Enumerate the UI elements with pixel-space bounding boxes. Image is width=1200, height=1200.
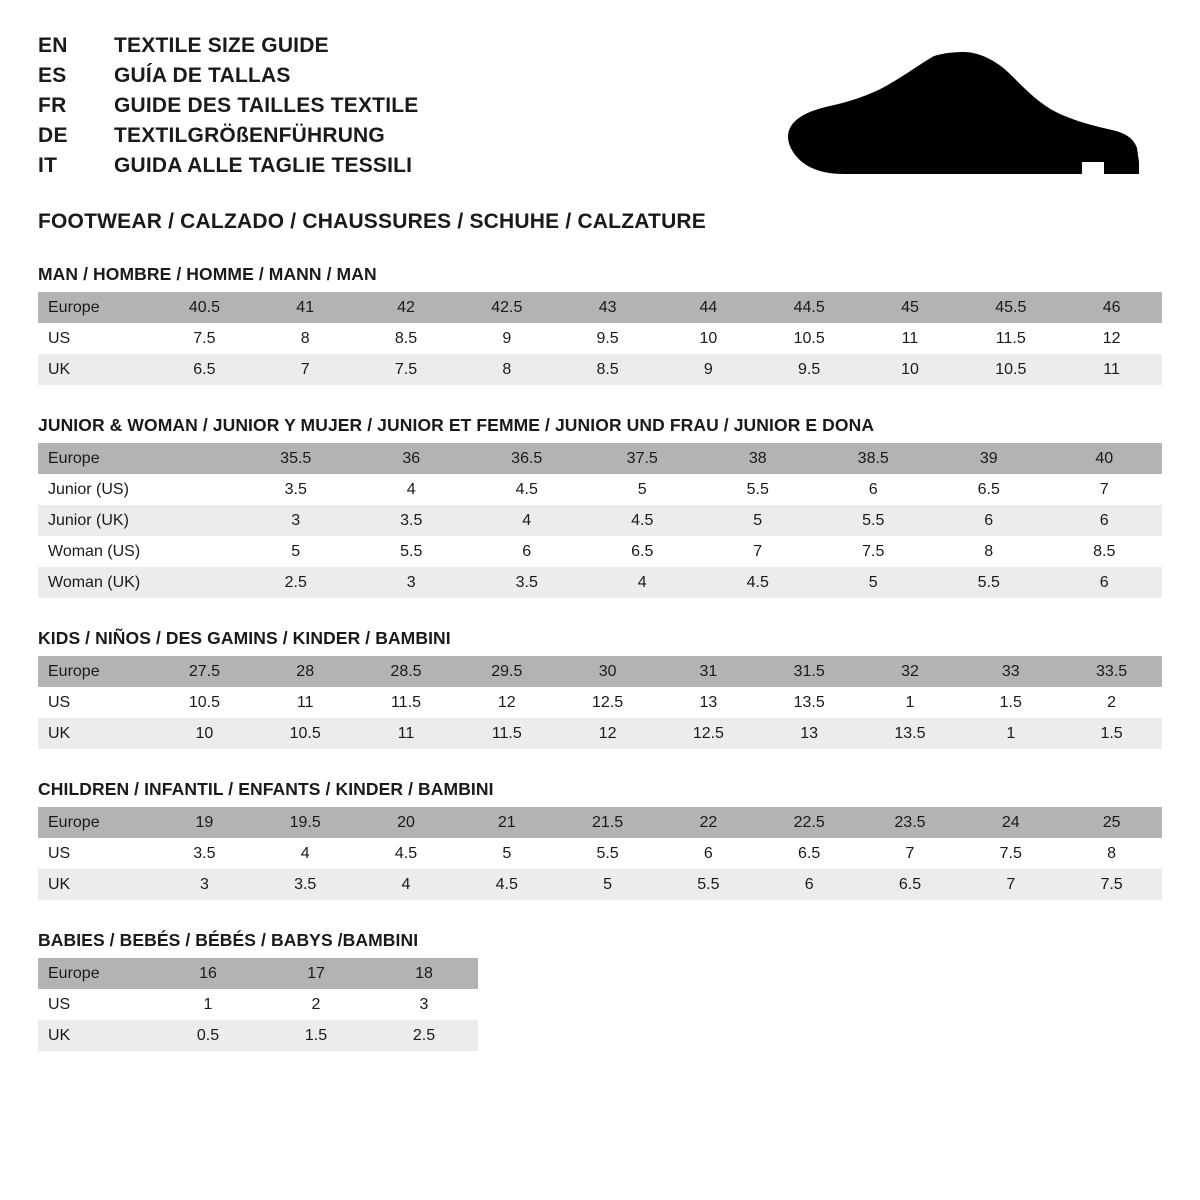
table-title: CHILDREN / INFANTIL / ENFANTS / KINDER / BAMBINI	[38, 779, 494, 799]
cell: 12	[1061, 323, 1162, 354]
cell: 8.5	[557, 354, 658, 385]
cell: 17	[262, 958, 370, 989]
cell: 3.5	[154, 838, 255, 869]
language-code: EN	[38, 34, 68, 57]
cell: 5	[557, 869, 658, 900]
table-row	[38, 443, 1162, 474]
cell: 45.5	[960, 292, 1061, 323]
cell: 7	[700, 536, 816, 567]
cell: 7.5	[356, 354, 457, 385]
table-block-man	[38, 264, 1162, 385]
cell: 41	[255, 292, 356, 323]
row-label: UK	[38, 1020, 154, 1051]
table-title: MAN / HOMBRE / HOMME / MANN / MAN	[38, 264, 377, 284]
cell: 7	[860, 838, 961, 869]
cell: 11	[356, 718, 457, 749]
cell: 8.5	[1047, 536, 1163, 567]
language-title: GUIDA ALLE TAGLIE TESSILI	[114, 154, 413, 177]
table-row	[38, 687, 1162, 718]
cell: 4	[255, 838, 356, 869]
cell: 43	[557, 292, 658, 323]
cell: 44	[658, 292, 759, 323]
table-block-babies	[38, 930, 1162, 1051]
table-title: KIDS / NIÑOS / DES GAMINS / KINDER / BAMBINI	[38, 628, 451, 648]
cell: 38.5	[816, 443, 932, 474]
cell: 5.5	[931, 567, 1047, 598]
table-row	[38, 869, 1162, 900]
cell: 32	[860, 656, 961, 687]
table-row	[38, 354, 1162, 385]
cell: 11.5	[960, 323, 1061, 354]
cell: 27.5	[154, 656, 255, 687]
cell: 19.5	[255, 807, 356, 838]
row-label: UK	[38, 718, 154, 749]
table-block-junior-woman	[38, 415, 1162, 598]
dress-shoe-icon	[782, 44, 1142, 204]
cell: 3.5	[238, 474, 354, 505]
cell: 31	[658, 656, 759, 687]
table-block-children	[38, 779, 1162, 900]
language-code: DE	[38, 124, 68, 147]
cell: 6	[1047, 505, 1163, 536]
cell: 7	[255, 354, 356, 385]
table-row	[38, 807, 1162, 838]
cell: 21	[456, 807, 557, 838]
cell: 3	[370, 989, 478, 1020]
cell: 7.5	[154, 323, 255, 354]
cell: 1.5	[960, 687, 1061, 718]
cell: 0.5	[154, 1020, 262, 1051]
cell: 2.5	[370, 1020, 478, 1051]
table-row	[38, 989, 478, 1020]
cell: 10.5	[255, 718, 356, 749]
cell: 8	[931, 536, 1047, 567]
table-row	[38, 536, 1162, 567]
row-label: Europe	[38, 443, 238, 474]
language-code: ES	[38, 64, 67, 87]
cell: 11	[860, 323, 961, 354]
table-row	[38, 567, 1162, 598]
cell: 3	[238, 505, 354, 536]
cell: 45	[860, 292, 961, 323]
cell: 39	[931, 443, 1047, 474]
cell: 12.5	[557, 687, 658, 718]
cell: 13	[658, 687, 759, 718]
row-label: Junior (US)	[38, 474, 238, 505]
row-label: US	[38, 838, 154, 869]
table-row	[38, 958, 478, 989]
language-title: GUÍA DE TALLAS	[114, 64, 291, 87]
cell: 7.5	[1061, 869, 1162, 900]
row-label: US	[38, 687, 154, 718]
table-row	[38, 474, 1162, 505]
cell: 9.5	[759, 354, 860, 385]
cell: 5	[238, 536, 354, 567]
row-label: US	[38, 323, 154, 354]
cell: 6.5	[585, 536, 701, 567]
cell: 30	[557, 656, 658, 687]
size-table-kids	[38, 656, 1162, 749]
size-table-babies	[38, 958, 478, 1051]
cell: 3.5	[255, 869, 356, 900]
table-row	[38, 1020, 478, 1051]
cell: 24	[960, 807, 1061, 838]
cell: 4	[469, 505, 585, 536]
cell: 3	[354, 567, 470, 598]
row-label: US	[38, 989, 154, 1020]
cell: 7.5	[960, 838, 1061, 869]
cell: 36	[354, 443, 470, 474]
cell: 1	[860, 687, 961, 718]
cell: 42.5	[456, 292, 557, 323]
table-row	[38, 718, 1162, 749]
cell: 31.5	[759, 656, 860, 687]
cell: 1	[960, 718, 1061, 749]
cell: 10	[154, 718, 255, 749]
cell: 23.5	[860, 807, 961, 838]
cell: 10	[658, 323, 759, 354]
cell: 7	[960, 869, 1061, 900]
cell: 12.5	[658, 718, 759, 749]
row-label: Woman (US)	[38, 536, 238, 567]
table-row	[38, 505, 1162, 536]
cell: 1	[154, 989, 262, 1020]
cell: 8	[1061, 838, 1162, 869]
cell: 4.5	[700, 567, 816, 598]
cell: 5.5	[816, 505, 932, 536]
cell: 2	[1061, 687, 1162, 718]
language-title: GUIDE DES TAILLES TEXTILE	[114, 94, 419, 117]
cell: 4	[356, 869, 457, 900]
row-label: Junior (UK)	[38, 505, 238, 536]
cell: 20	[356, 807, 457, 838]
table-row	[38, 323, 1162, 354]
cell: 6	[1047, 567, 1163, 598]
cell: 46	[1061, 292, 1162, 323]
cell: 2	[262, 989, 370, 1020]
cell: 5	[700, 505, 816, 536]
cell: 11	[255, 687, 356, 718]
cell: 35.5	[238, 443, 354, 474]
cell: 6.5	[154, 354, 255, 385]
cell: 3	[154, 869, 255, 900]
cell: 42	[356, 292, 457, 323]
cell: 7.5	[816, 536, 932, 567]
cell: 11.5	[356, 687, 457, 718]
cell: 5	[816, 567, 932, 598]
cell: 18	[370, 958, 478, 989]
row-label: Europe	[38, 807, 154, 838]
cell: 21.5	[557, 807, 658, 838]
row-label: Woman (UK)	[38, 567, 238, 598]
cell: 29.5	[456, 656, 557, 687]
cell: 9	[658, 354, 759, 385]
cell: 8	[456, 354, 557, 385]
cell: 40.5	[154, 292, 255, 323]
cell: 6	[931, 505, 1047, 536]
table-title: JUNIOR & WOMAN / JUNIOR Y MUJER / JUNIOR ET FEMME / JUNIOR UND FRAU / JUNIOR E DONA	[38, 415, 875, 435]
cell: 5	[585, 474, 701, 505]
cell: 16	[154, 958, 262, 989]
cell: 10.5	[960, 354, 1061, 385]
cell: 12	[557, 718, 658, 749]
cell: 28	[255, 656, 356, 687]
cell: 5.5	[354, 536, 470, 567]
size-table-man	[38, 292, 1162, 385]
cell: 13.5	[759, 687, 860, 718]
cell: 12	[456, 687, 557, 718]
cell: 22	[658, 807, 759, 838]
table-block-kids	[38, 628, 1162, 749]
size-table-junior-woman	[38, 443, 1162, 598]
cell: 1.5	[1061, 718, 1162, 749]
cell: 28.5	[356, 656, 457, 687]
language-code: IT	[38, 154, 58, 177]
cell: 4	[354, 474, 470, 505]
cell: 10.5	[154, 687, 255, 718]
cell: 10.5	[759, 323, 860, 354]
cell: 25	[1061, 807, 1162, 838]
cell: 19	[154, 807, 255, 838]
table-title: BABIES / BEBÉS / BÉBÉS / BABYS /BAMBINI	[38, 930, 419, 950]
cell: 13.5	[860, 718, 961, 749]
row-label: Europe	[38, 292, 154, 323]
size-table-children	[38, 807, 1162, 900]
language-title: TEXTILGRÖßENFÜHRUNG	[114, 124, 385, 147]
cell: 8	[255, 323, 356, 354]
cell: 5	[456, 838, 557, 869]
language-code: FR	[38, 94, 67, 117]
cell: 6	[759, 869, 860, 900]
cell: 2.5	[238, 567, 354, 598]
cell: 8.5	[356, 323, 457, 354]
cell: 4	[585, 567, 701, 598]
cell: 6.5	[860, 869, 961, 900]
cell: 9	[456, 323, 557, 354]
cell: 4.5	[469, 474, 585, 505]
cell: 38	[700, 443, 816, 474]
row-label: Europe	[38, 656, 154, 687]
cell: 33	[960, 656, 1061, 687]
table-row	[38, 838, 1162, 869]
cell: 6	[816, 474, 932, 505]
cell: 3.5	[354, 505, 470, 536]
cell: 11.5	[456, 718, 557, 749]
category-heading: FOOTWEAR / CALZADO / CHAUSSURES / SCHUHE / CALZATURE	[38, 210, 707, 233]
cell: 13	[759, 718, 860, 749]
cell: 5.5	[658, 869, 759, 900]
cell: 36.5	[469, 443, 585, 474]
cell: 37.5	[585, 443, 701, 474]
table-row	[38, 656, 1162, 687]
cell: 6	[469, 536, 585, 567]
cell: 6	[658, 838, 759, 869]
row-label: UK	[38, 354, 154, 385]
cell: 3.5	[469, 567, 585, 598]
cell: 4.5	[456, 869, 557, 900]
cell: 11	[1061, 354, 1162, 385]
cell: 6.5	[931, 474, 1047, 505]
cell: 4.5	[356, 838, 457, 869]
cell: 44.5	[759, 292, 860, 323]
cell: 5.5	[700, 474, 816, 505]
language-title: TEXTILE SIZE GUIDE	[114, 34, 329, 57]
cell: 40	[1047, 443, 1163, 474]
table-row	[38, 292, 1162, 323]
cell: 1.5	[262, 1020, 370, 1051]
cell: 33.5	[1061, 656, 1162, 687]
row-label: UK	[38, 869, 154, 900]
cell: 5.5	[557, 838, 658, 869]
cell: 22.5	[759, 807, 860, 838]
cell: 9.5	[557, 323, 658, 354]
row-label: Europe	[38, 958, 154, 989]
page-header	[38, 34, 1162, 234]
cell: 4.5	[585, 505, 701, 536]
cell: 7	[1047, 474, 1163, 505]
cell: 10	[860, 354, 961, 385]
cell: 6.5	[759, 838, 860, 869]
